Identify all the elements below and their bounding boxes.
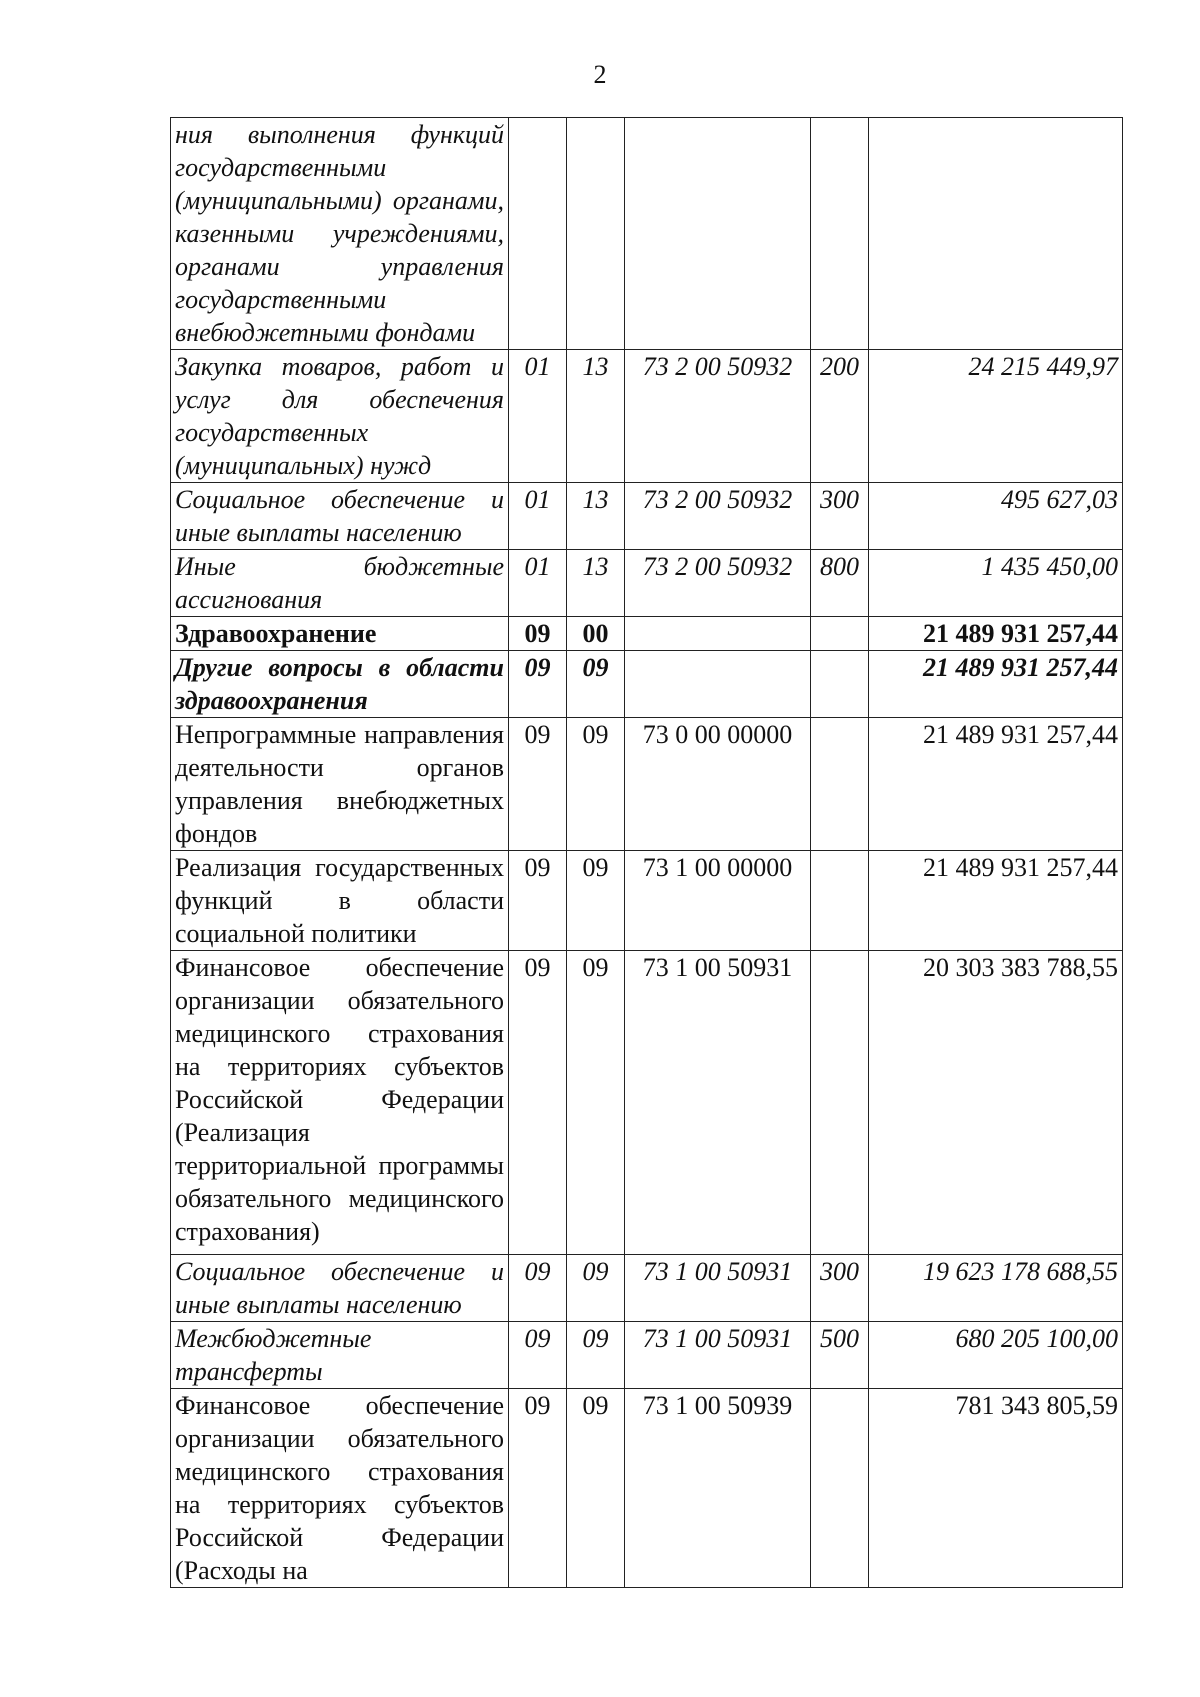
budget-table (170, 117, 1123, 1588)
row-name-cell: Финансовое обеспечение организации обязательного медицинского страхования на территориях субъектов Российской Федерации (Реализация территориальной программы обязательного медицинского страхования) (171, 951, 509, 1255)
row-target-article-cell: 73 0 00 00000 (625, 718, 811, 851)
table-row (171, 550, 1123, 617)
row-subsection-cell: 09 (567, 1255, 625, 1322)
row-amount-cell: 495 627,03 (869, 483, 1123, 550)
row-target-article-cell: 73 1 00 50931 (625, 1322, 811, 1389)
row-amount-cell: 20 303 383 788,55 (869, 951, 1123, 1255)
row-amount-cell (869, 118, 1123, 350)
table-row (171, 951, 1123, 1255)
row-name-cell: ния выполнения функций государственными (муниципальными) органами, казенными учреждениями, органами управления государственными внебюджетными фондами (171, 118, 509, 350)
table-row (171, 483, 1123, 550)
row-name-cell: Иные бюджетные ассигнования (171, 550, 509, 617)
row-expense-type-cell (811, 651, 869, 718)
row-subsection-cell: 09 (567, 851, 625, 951)
row-expense-type-cell: 300 (811, 1255, 869, 1322)
row-name-cell: Социальное обеспечение и иные выплаты населению (171, 483, 509, 550)
table-row (171, 1322, 1123, 1389)
row-amount-cell: 781 343 805,59 (869, 1389, 1123, 1588)
row-expense-type-cell: 300 (811, 483, 869, 550)
row-section-cell (509, 118, 567, 350)
row-section-cell: 01 (509, 550, 567, 617)
row-section-cell: 09 (509, 1322, 567, 1389)
row-section-cell: 09 (509, 1389, 567, 1588)
row-expense-type-cell (811, 718, 869, 851)
row-target-article-cell: 73 2 00 50932 (625, 350, 811, 483)
row-expense-type-cell: 200 (811, 350, 869, 483)
table-row (171, 617, 1123, 651)
table-row (171, 118, 1123, 350)
row-expense-type-cell: 500 (811, 1322, 869, 1389)
row-target-article-cell: 73 1 00 00000 (625, 851, 811, 951)
row-subsection-cell: 09 (567, 651, 625, 718)
row-subsection-cell: 13 (567, 550, 625, 617)
row-section-cell: 09 (509, 718, 567, 851)
row-name-cell: Закупка товаров, работ и услуг для обеспечения государственных (муниципальных) нужд (171, 350, 509, 483)
row-section-cell: 01 (509, 483, 567, 550)
row-name-cell: Здравоохранение (171, 617, 509, 651)
table-row (171, 718, 1123, 851)
row-target-article-cell: 73 1 00 50931 (625, 1255, 811, 1322)
table-row (171, 851, 1123, 951)
row-amount-cell: 680 205 100,00 (869, 1322, 1123, 1389)
row-subsection-cell: 13 (567, 483, 625, 550)
table-row (171, 1255, 1123, 1322)
table-row (171, 1389, 1123, 1588)
row-amount-cell: 1 435 450,00 (869, 550, 1123, 617)
row-section-cell: 09 (509, 617, 567, 651)
row-expense-type-cell: 800 (811, 550, 869, 617)
row-expense-type-cell (811, 851, 869, 951)
row-target-article-cell (625, 651, 811, 718)
table-row (171, 350, 1123, 483)
row-target-article-cell: 73 1 00 50931 (625, 951, 811, 1255)
row-subsection-cell: 09 (567, 1389, 625, 1588)
row-expense-type-cell (811, 951, 869, 1255)
row-name-cell: Финансовое обеспечение организации обязательного медицинского страхования на территориях субъектов Российской Федерации (Расходы на (171, 1389, 509, 1588)
row-amount-cell: 21 489 931 257,44 (869, 718, 1123, 851)
row-expense-type-cell (811, 617, 869, 651)
row-expense-type-cell (811, 118, 869, 350)
row-name-cell: Другие вопросы в области здравоохранения (171, 651, 509, 718)
row-subsection-cell: 09 (567, 1322, 625, 1389)
row-section-cell: 09 (509, 951, 567, 1255)
row-target-article-cell (625, 617, 811, 651)
row-target-article-cell (625, 118, 811, 350)
row-name-cell: Реализация государственных функций в области социальной политики (171, 851, 509, 951)
row-name-cell: Социальное обеспечение и иные выплаты населению (171, 1255, 509, 1322)
row-subsection-cell (567, 118, 625, 350)
row-target-article-cell: 73 1 00 50939 (625, 1389, 811, 1588)
row-section-cell: 01 (509, 350, 567, 483)
row-amount-cell: 21 489 931 257,44 (869, 851, 1123, 951)
row-amount-cell: 21 489 931 257,44 (869, 651, 1123, 718)
row-subsection-cell: 09 (567, 718, 625, 851)
row-section-cell: 09 (509, 851, 567, 951)
row-target-article-cell: 73 2 00 50932 (625, 483, 811, 550)
page-number: 2 (593, 60, 607, 89)
row-amount-cell: 19 623 178 688,55 (869, 1255, 1123, 1322)
row-amount-cell: 21 489 931 257,44 (869, 617, 1123, 651)
row-amount-cell: 24 215 449,97 (869, 350, 1123, 483)
table-row (171, 651, 1123, 718)
row-target-article-cell: 73 2 00 50932 (625, 550, 811, 617)
row-subsection-cell: 09 (567, 951, 625, 1255)
row-expense-type-cell (811, 1389, 869, 1588)
row-subsection-cell: 00 (567, 617, 625, 651)
row-section-cell: 09 (509, 1255, 567, 1322)
row-subsection-cell: 13 (567, 350, 625, 483)
row-name-cell: Межбюджетные трансферты (171, 1322, 509, 1389)
row-name-cell: Непрограммные направления деятельности органов управления внебюджетных фондов (171, 718, 509, 851)
row-section-cell: 09 (509, 651, 567, 718)
